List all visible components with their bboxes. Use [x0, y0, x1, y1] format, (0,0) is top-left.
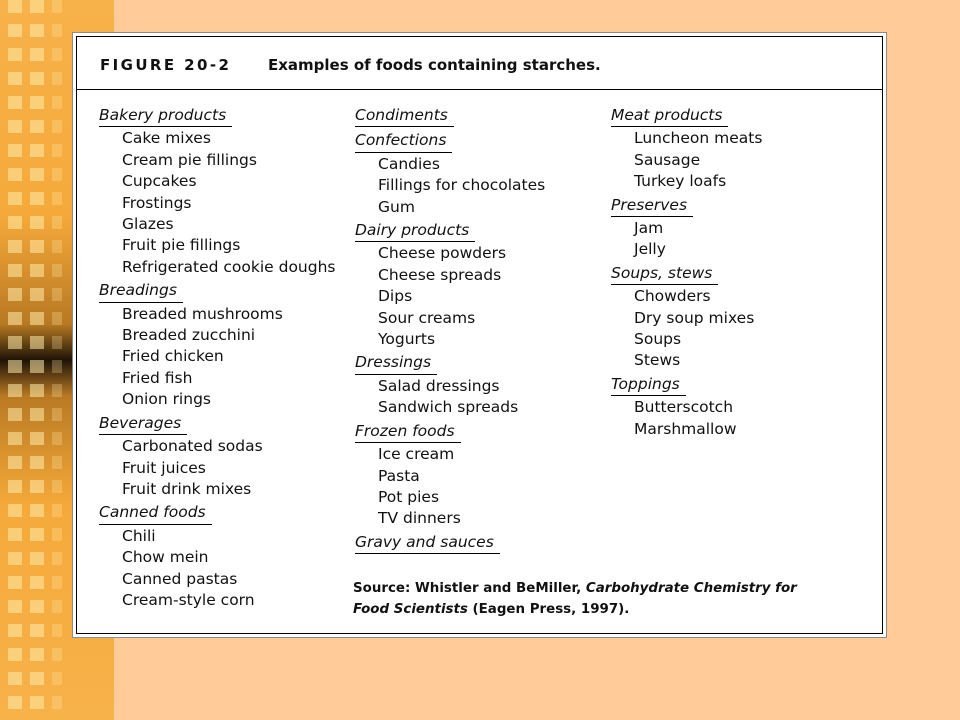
food-item: Cheese powders: [378, 244, 507, 263]
food-item: Cream-style corn: [122, 590, 255, 609]
figure-label: FIGURE 20-2: [100, 56, 232, 74]
category-heading: Canned foods: [99, 502, 212, 524]
food-item: Cake mixes: [122, 129, 211, 148]
food-item: Onion rings: [122, 390, 211, 409]
food-item: Breaded zucchini: [122, 326, 256, 345]
figure-source: [353, 578, 823, 620]
category-block: [99, 280, 336, 410]
food-item: Soups: [634, 330, 682, 349]
category-heading: Condiments: [355, 105, 454, 127]
food-item: Dips: [378, 287, 413, 306]
category-heading: Bakery products: [99, 105, 232, 127]
category-block: [355, 421, 545, 530]
food-item: Dry soup mixes: [634, 308, 755, 327]
food-item: Stews: [634, 351, 681, 370]
food-item: Cheese spreads: [378, 265, 502, 284]
category-block: [611, 195, 762, 261]
category-block: [611, 105, 762, 193]
food-item: Candies: [378, 154, 440, 173]
source-title: Carbohydrate Chemistry for Food Scientists: [353, 581, 797, 617]
food-item: Luncheon meats: [634, 129, 763, 148]
food-item: Gum: [378, 197, 415, 216]
band-stripe: [52, 0, 62, 720]
food-item: Ice cream: [378, 445, 455, 464]
food-item: Sausage: [634, 150, 701, 169]
category-block: [355, 105, 545, 128]
category-block: [355, 130, 545, 218]
figure-card: [72, 32, 887, 638]
food-item: Turkey loafs: [634, 172, 727, 191]
food-item: Cream pie fillings: [122, 150, 257, 169]
category-heading: Confections: [355, 130, 452, 152]
food-column-1: [99, 105, 336, 613]
category-heading: Dairy products: [355, 220, 475, 242]
food-item: Salad dressings: [378, 376, 500, 395]
category-heading: Soups, stews: [611, 263, 718, 285]
food-item: Fried fish: [122, 368, 193, 387]
band-stripe: [8, 0, 22, 720]
category-block: [611, 263, 762, 372]
category-heading: Beverages: [99, 413, 187, 435]
category-heading: Breadings: [99, 280, 183, 302]
food-item: Chowders: [634, 287, 711, 306]
food-item: Fruit juices: [122, 458, 206, 477]
category-heading: Dressings: [355, 352, 437, 374]
food-item: Glazes: [122, 215, 174, 234]
food-item: Butterscotch: [634, 398, 734, 417]
food-item: Marshmallow: [634, 419, 737, 438]
category-block: [355, 532, 545, 555]
food-item: Fruit pie fillings: [122, 236, 241, 255]
figure-header: [77, 37, 882, 90]
category-block: [355, 220, 545, 350]
category-block: [611, 374, 762, 440]
category-heading: Toppings: [611, 374, 686, 396]
food-item: Cupcakes: [122, 172, 197, 191]
category-block: [99, 502, 336, 611]
food-item: Sandwich spreads: [378, 398, 519, 417]
food-item: Fried chicken: [122, 347, 224, 366]
food-item: Chow mein: [122, 548, 209, 567]
category-heading: Preserves: [611, 195, 693, 217]
food-item: Chili: [122, 526, 156, 545]
food-column-3: [611, 105, 762, 442]
food-item: Frostings: [122, 193, 192, 212]
food-item: Jam: [634, 219, 664, 238]
food-item: Fruit drink mixes: [122, 479, 252, 498]
food-item: Refrigerated cookie doughs: [122, 257, 336, 276]
food-item: TV dinners: [378, 509, 461, 528]
figure-frame: [76, 36, 883, 634]
food-item: Pot pies: [378, 487, 440, 506]
food-item: Jelly: [634, 240, 666, 259]
food-item: Sour creams: [378, 308, 476, 327]
category-block: [99, 413, 336, 501]
category-heading: Gravy and sauces: [355, 532, 500, 554]
food-item: Pasta: [378, 466, 420, 485]
food-item: Breaded mushrooms: [122, 304, 283, 323]
band-stripe: [30, 0, 44, 720]
source-suffix: (Eagen Press, 1997).: [467, 602, 630, 617]
food-item: Fillings for chocolates: [378, 176, 546, 195]
food-column-2: [355, 105, 545, 557]
source-prefix: Source: Whistler and BeMiller,: [353, 581, 586, 596]
category-heading: Frozen foods: [355, 421, 461, 443]
category-block: [355, 352, 545, 418]
category-heading: Meat products: [611, 105, 728, 127]
figure-caption: Examples of foods containing starches.: [268, 56, 601, 74]
food-item: Carbonated sodas: [122, 437, 263, 456]
category-block: [99, 105, 336, 278]
food-item: Yogurts: [378, 330, 436, 349]
food-item: Canned pastas: [122, 569, 238, 588]
